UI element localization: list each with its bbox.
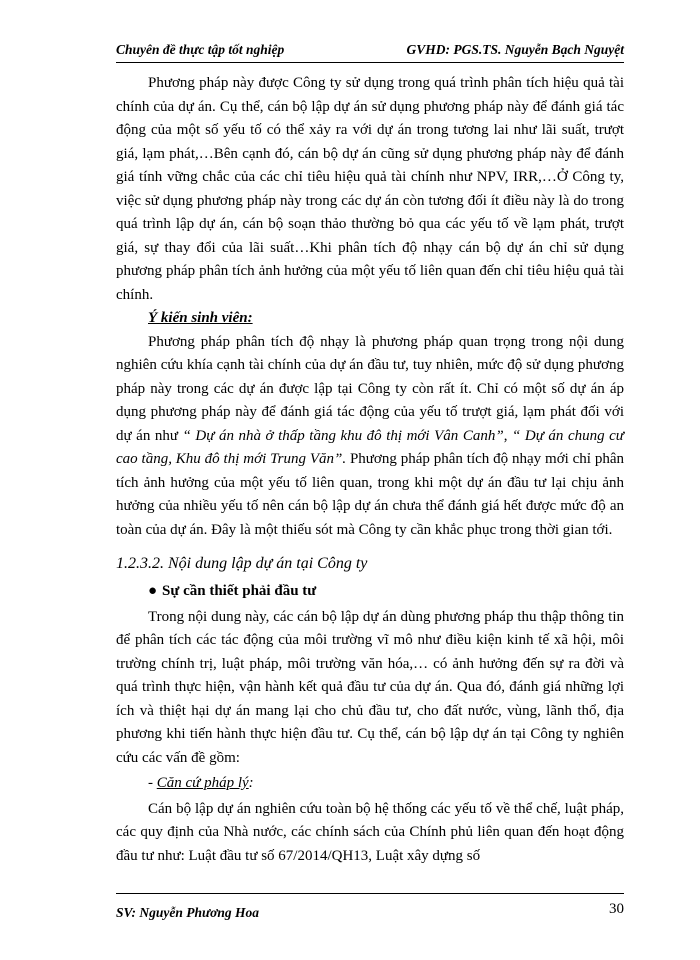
header-document-title: Chuyên đề thực tập tốt nghiệp [116, 42, 285, 57]
paragraph-legal-basis: Cán bộ lập dự án nghiên cứu toàn bộ hệ thống các yếu tố về thể chế, luật pháp, các quy định của Nhà nước, các chính sách của Chính phủ liên quan đến hoạt động đầu tư như: Luật đầu tư số 67/2014/QH13, Luật xây dựng số [116, 800, 624, 864]
section-heading: 1.2.3.2. Nội dung lập dự án tại Công ty [116, 555, 368, 572]
bullet-item-label: Sự cần thiết phải đầu tư [162, 583, 317, 599]
legal-basis-colon: : [248, 775, 254, 791]
student-opinion-heading: Ý kiến sinh viên: [148, 310, 253, 326]
paragraph-sensitivity-usage: Phương pháp này được Công ty sử dụng trong quá trình phân tích hiệu quả tài chính của dự án. Cụ thể, cán bộ lập dự án sử dụng phương pháp này để đánh giá tác động của một số yếu tố có thể xảy ra với dự án trong tương lai như lãi suất, trượt giá, lạm phát,…Bên cạnh đó, cán bộ dự án cũng sử dụng phương pháp này để đánh giá tính vững chắc của các chỉ tiêu hiệu quả tài chính như NPV, IRR,…Ở Công ty, việc sử dụng phương pháp này trong các dự án còn tương đối ít điều này là do trong quá trình lập dự án, cán bộ soạn thảo thường bỏ qua các yếu tố về lạm phát, trượt giá, sự thay đổi của lãi suất…Khi phân tích độ nhạy cán bộ dự án chỉ sử dụng phương pháp phân tích ảnh hưởng của một yếu tố liên quan đến chỉ tiêu hiệu quả tài chính. [116, 75, 624, 303]
page-footer [116, 893, 624, 923]
footer-rule [116, 893, 624, 894]
opinion-text-end: Phương pháp phân tích độ nhạy mới chỉ phân tích ảnh hưởng của một yếu tố liên quan, trong khi một dự án đầu tư lại chịu ảnh hưởng của nhiều yếu tố nên cán bộ lập dự án chưa thể đánh giá hết được mức độ an toàn của dự án. Đây là một thiếu sót mà Công ty cần khắc phục trong thời gian tới. [116, 451, 625, 538]
paragraph-investment-necessity: Trong nội dung này, các cán bộ lập dự án dùng phương pháp thu thập thông tin để phân tích các tác động của môi trường vĩ mô như điều kiện kinh tế xã hội, môi trường chính trị, luật pháp, môi trường văn hóa,… có ảnh hưởng đến sự ra đời và quá trình thực hiện, vận hành kết quả đầu tư của dự án. Qua đó, đánh giá những lợi ích và thiệt hại dự án mang lại cho chủ đầu tư, cho đất nước, vùng, lãnh thổ, địa phương khi tiến hành thực hiện đầu tư. Cụ thể, cán bộ lập dự án tại Công ty nghiên cứu các vấn đề gồm: [116, 608, 624, 766]
bullet-item [148, 580, 624, 604]
legal-basis-dash: - [148, 775, 157, 791]
opinion-text-separator: , [503, 427, 512, 444]
project-name-trung-van: “ Dự án chung cư cao tầng, Khu đô thị mới Trung Văn”. [116, 427, 624, 467]
page-header [116, 40, 624, 62]
page-number: 30 [609, 901, 624, 917]
project-name-van-canh: “ Dự án nhà ở thấp tầng khu đô thị mới Vân Canh” [182, 427, 504, 444]
bullet-dot-icon: ● [148, 583, 158, 599]
legal-basis-item [148, 772, 624, 796]
footer-student-name: SV: Nguyễn Phương Hoa [116, 905, 259, 920]
page-body [116, 72, 624, 868]
legal-basis-label: Căn cứ pháp lý [156, 775, 249, 791]
header-rule [116, 62, 624, 63]
header-advisor: GVHD: PGS.TS. Nguyễn Bạch Nguyệt [406, 42, 624, 57]
opinion-text-start: Phương pháp phân tích độ nhạy là phương pháp quan trọng trong nội dung nghiên cứu khía cạnh tài chính của dự án đầu tư, tuy nhiên, mức độ sử dụng phương pháp này trong các dự án được lập tại Công ty còn rất ít. Chỉ có một số dự án áp dụng phương pháp này để đánh giá tác động của yếu tố trượt giá, lạm phát đối với dự án như [116, 333, 624, 444]
paragraph-student-opinion [116, 331, 624, 543]
